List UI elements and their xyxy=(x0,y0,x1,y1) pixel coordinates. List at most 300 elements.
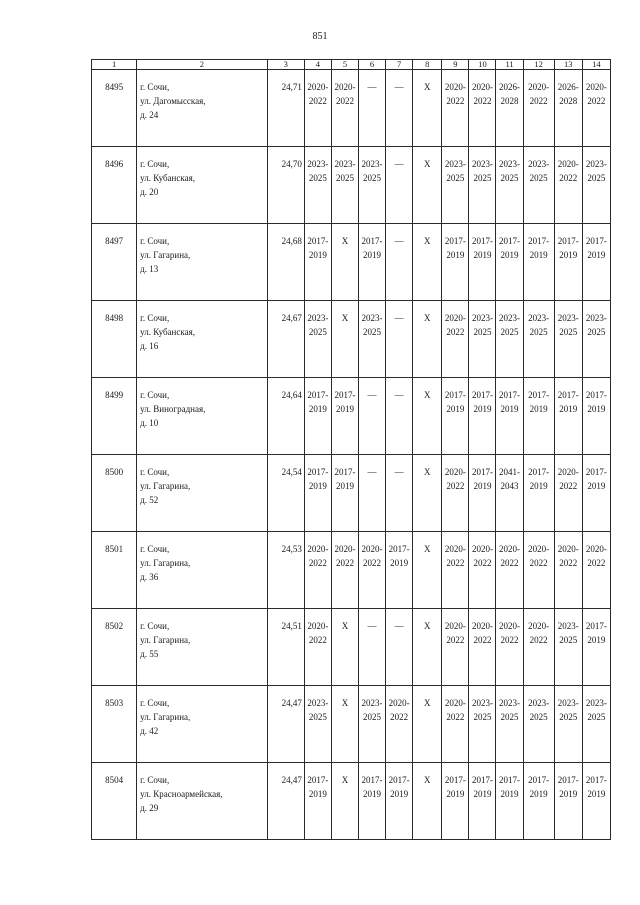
record-number: 8498 xyxy=(92,301,137,378)
period-end: 2022 xyxy=(446,481,465,491)
period-cell xyxy=(304,686,331,763)
address-line: г. Сочи, xyxy=(140,236,170,246)
period-end: 2022 xyxy=(446,96,465,106)
period-end: 2025 xyxy=(529,712,548,722)
period-start: 2017- xyxy=(444,236,466,246)
address-line: г. Сочи, xyxy=(140,621,170,631)
period-end: 2019 xyxy=(390,558,409,568)
period-start: 2020- xyxy=(471,621,493,631)
period-end: 2022 xyxy=(335,558,354,568)
period-cell xyxy=(469,609,496,686)
address-cell xyxy=(137,224,268,301)
period-cell xyxy=(582,763,610,840)
period-cell xyxy=(442,301,469,378)
period-cell xyxy=(554,70,582,147)
period-cell: — xyxy=(386,609,413,686)
period-start: 2017- xyxy=(528,236,550,246)
period-cell: X xyxy=(331,224,358,301)
period-start: 2017- xyxy=(585,467,607,477)
period-start: 2020- xyxy=(444,544,466,554)
period-end: 2019 xyxy=(363,250,382,260)
period-cell xyxy=(523,532,554,609)
address-line: ул. Кубанская, xyxy=(140,327,195,337)
period-start: 2023- xyxy=(361,313,383,323)
period-start: 2023- xyxy=(585,159,607,169)
address-line: ул. Виноградная, xyxy=(140,404,206,414)
period-start: 2017- xyxy=(585,390,607,400)
period-cell xyxy=(554,224,582,301)
period-start: 2020- xyxy=(528,82,550,92)
period-cell xyxy=(496,70,523,147)
period-end: 2025 xyxy=(308,173,327,183)
column-header-10: 10 xyxy=(469,60,496,70)
area-value: 24,67 xyxy=(267,301,304,378)
address-line: ул. Кубанская, xyxy=(140,173,195,183)
period-cell xyxy=(469,70,496,147)
period-cell xyxy=(304,224,331,301)
column-header-7: 7 xyxy=(386,60,413,70)
period-cell: X xyxy=(331,609,358,686)
period-cell xyxy=(523,455,554,532)
period-end: 2022 xyxy=(559,173,578,183)
period-cell: X xyxy=(413,301,442,378)
period-cell xyxy=(304,301,331,378)
period-end: 2019 xyxy=(500,250,519,260)
address-cell xyxy=(137,686,268,763)
period-end: 2019 xyxy=(559,250,578,260)
period-end: 2022 xyxy=(473,558,492,568)
column-header-6: 6 xyxy=(359,60,386,70)
period-cell xyxy=(496,378,523,455)
period-cell xyxy=(304,378,331,455)
period-cell xyxy=(304,763,331,840)
period-end: 2019 xyxy=(473,481,492,491)
period-start: 2017- xyxy=(334,390,356,400)
period-cell xyxy=(496,532,523,609)
period-cell: X xyxy=(331,763,358,840)
period-end: 2019 xyxy=(473,250,492,260)
period-start: 2023- xyxy=(499,159,521,169)
period-cell xyxy=(442,455,469,532)
period-cell xyxy=(469,378,496,455)
address-line: г. Сочи, xyxy=(140,313,170,323)
period-end: 2025 xyxy=(473,173,492,183)
period-cell: X xyxy=(413,378,442,455)
period-end: 2025 xyxy=(473,327,492,337)
period-start: 2023- xyxy=(471,159,493,169)
period-start: 2020- xyxy=(585,82,607,92)
address-cell xyxy=(137,455,268,532)
period-end: 2019 xyxy=(390,789,409,799)
period-start: 2020- xyxy=(557,544,579,554)
period-cell xyxy=(554,609,582,686)
period-start: 2020- xyxy=(444,621,466,631)
period-start: 2017- xyxy=(557,775,579,785)
period-end: 2025 xyxy=(500,327,519,337)
period-cell xyxy=(496,763,523,840)
column-header-2: 2 xyxy=(137,60,268,70)
period-end: 2025 xyxy=(529,327,548,337)
address-line: д. 36 xyxy=(140,572,159,582)
column-header-8: 8 xyxy=(413,60,442,70)
period-end: 2022 xyxy=(308,635,327,645)
period-cell xyxy=(582,224,610,301)
period-cell xyxy=(359,147,386,224)
period-cell: — xyxy=(386,378,413,455)
period-end: 2022 xyxy=(587,558,606,568)
period-end: 2025 xyxy=(559,712,578,722)
address-line: ул. Гагарина, xyxy=(140,558,191,568)
table-row xyxy=(92,378,611,455)
period-start: 2020- xyxy=(471,82,493,92)
period-cell xyxy=(523,301,554,378)
period-cell: X xyxy=(331,301,358,378)
period-start: 2017- xyxy=(307,390,329,400)
period-end: 2022 xyxy=(473,96,492,106)
period-start: 2017- xyxy=(307,236,329,246)
period-cell: X xyxy=(413,686,442,763)
period-end: 2019 xyxy=(529,789,548,799)
period-start: 2026- xyxy=(499,82,521,92)
period-cell xyxy=(442,378,469,455)
period-end: 2022 xyxy=(446,327,465,337)
record-number: 8504 xyxy=(92,763,137,840)
period-start: 2017- xyxy=(307,467,329,477)
period-cell xyxy=(442,763,469,840)
period-end: 2025 xyxy=(335,173,354,183)
period-end: 2019 xyxy=(587,789,606,799)
period-cell xyxy=(496,686,523,763)
period-end: 2028 xyxy=(559,96,578,106)
period-end: 2022 xyxy=(587,96,606,106)
address-line: г. Сочи, xyxy=(140,82,170,92)
period-end: 2022 xyxy=(446,635,465,645)
period-end: 2019 xyxy=(308,250,327,260)
period-start: 2020- xyxy=(334,544,356,554)
period-cell xyxy=(582,532,610,609)
period-cell xyxy=(554,532,582,609)
area-value: 24,70 xyxy=(267,147,304,224)
period-cell xyxy=(554,301,582,378)
column-header-5: 5 xyxy=(331,60,358,70)
period-end: 2022 xyxy=(446,712,465,722)
period-end: 2019 xyxy=(335,404,354,414)
period-start: 2020- xyxy=(307,82,329,92)
period-cell xyxy=(523,378,554,455)
period-end: 2025 xyxy=(446,173,465,183)
table-row xyxy=(92,609,611,686)
address-line: ул. Дагомысская, xyxy=(140,96,206,106)
period-cell xyxy=(523,763,554,840)
period-start: 2023- xyxy=(557,621,579,631)
period-cell xyxy=(469,455,496,532)
period-cell: X xyxy=(413,455,442,532)
period-cell xyxy=(582,70,610,147)
period-cell xyxy=(523,686,554,763)
period-cell xyxy=(496,301,523,378)
period-end: 2022 xyxy=(559,558,578,568)
period-cell xyxy=(469,147,496,224)
table-row xyxy=(92,686,611,763)
address-cell xyxy=(137,301,268,378)
address-cell xyxy=(137,147,268,224)
period-cell xyxy=(331,532,358,609)
address-line: г. Сочи, xyxy=(140,544,170,554)
period-cell xyxy=(304,147,331,224)
table-row xyxy=(92,455,611,532)
period-end: 2019 xyxy=(529,250,548,260)
period-cell xyxy=(496,455,523,532)
period-start: 2023- xyxy=(528,698,550,708)
period-cell xyxy=(442,70,469,147)
period-end: 2025 xyxy=(529,173,548,183)
period-start: 2023- xyxy=(528,313,550,323)
address-cell xyxy=(137,70,268,147)
period-cell xyxy=(582,609,610,686)
period-end: 2025 xyxy=(587,173,606,183)
period-cell xyxy=(523,609,554,686)
period-cell: — xyxy=(386,147,413,224)
period-cell xyxy=(386,763,413,840)
period-cell xyxy=(554,686,582,763)
period-end: 2019 xyxy=(500,404,519,414)
period-cell: — xyxy=(386,70,413,147)
period-cell xyxy=(523,224,554,301)
address-line: д. 13 xyxy=(140,264,159,274)
period-end: 2019 xyxy=(587,635,606,645)
period-cell xyxy=(331,147,358,224)
period-start: 2020- xyxy=(499,621,521,631)
period-start: 2017- xyxy=(585,236,607,246)
table-row xyxy=(92,301,611,378)
period-end: 2025 xyxy=(308,712,327,722)
period-start: 2020- xyxy=(528,544,550,554)
record-number: 8501 xyxy=(92,532,137,609)
period-start: 2017- xyxy=(471,775,493,785)
register-table xyxy=(91,59,611,840)
table-row xyxy=(92,763,611,840)
period-end: 2019 xyxy=(335,481,354,491)
period-start: 2023- xyxy=(307,313,329,323)
area-value: 24,47 xyxy=(267,763,304,840)
period-cell xyxy=(386,532,413,609)
period-start: 2020- xyxy=(361,544,383,554)
record-number: 8499 xyxy=(92,378,137,455)
address-line: д. 29 xyxy=(140,803,159,813)
period-end: 2022 xyxy=(363,558,382,568)
period-end: 2025 xyxy=(363,173,382,183)
area-value: 24,51 xyxy=(267,609,304,686)
period-end: 2019 xyxy=(473,404,492,414)
period-start: 2017- xyxy=(361,236,383,246)
period-start: 2020- xyxy=(444,698,466,708)
period-cell xyxy=(469,686,496,763)
address-cell xyxy=(137,609,268,686)
address-line: д. 10 xyxy=(140,418,159,428)
period-cell xyxy=(469,532,496,609)
period-cell xyxy=(554,763,582,840)
period-start: 2020- xyxy=(528,621,550,631)
column-header-13: 13 xyxy=(554,60,582,70)
period-cell xyxy=(469,224,496,301)
table-row xyxy=(92,70,611,147)
address-line: д. 24 xyxy=(140,110,159,120)
record-number: 8497 xyxy=(92,224,137,301)
period-start: 2017- xyxy=(471,467,493,477)
period-start: 2023- xyxy=(334,159,356,169)
period-cell xyxy=(442,147,469,224)
period-cell: X xyxy=(413,224,442,301)
column-header-1: 1 xyxy=(92,60,137,70)
column-header-4: 4 xyxy=(304,60,331,70)
period-end: 2025 xyxy=(587,712,606,722)
period-cell: — xyxy=(386,455,413,532)
period-start: 2017- xyxy=(557,390,579,400)
period-end: 2022 xyxy=(529,558,548,568)
record-number: 8503 xyxy=(92,686,137,763)
period-start: 2020- xyxy=(334,82,356,92)
period-cell xyxy=(359,301,386,378)
column-number-row xyxy=(92,60,611,70)
period-start: 2017- xyxy=(585,775,607,785)
address-line: д. 20 xyxy=(140,187,159,197)
area-value: 24,53 xyxy=(267,532,304,609)
period-end: 2019 xyxy=(473,789,492,799)
period-cell xyxy=(442,532,469,609)
period-start: 2020- xyxy=(388,698,410,708)
address-line: г. Сочи, xyxy=(140,390,170,400)
period-cell xyxy=(582,455,610,532)
period-cell: — xyxy=(359,455,386,532)
address-cell xyxy=(137,532,268,609)
period-cell xyxy=(469,301,496,378)
period-start: 2020- xyxy=(471,544,493,554)
period-end: 2022 xyxy=(529,96,548,106)
period-start: 2017- xyxy=(444,775,466,785)
period-start: 2017- xyxy=(528,467,550,477)
period-end: 2043 xyxy=(500,481,519,491)
address-line: д. 52 xyxy=(140,495,159,505)
area-value: 24,54 xyxy=(267,455,304,532)
period-cell xyxy=(554,455,582,532)
period-start: 2017- xyxy=(388,775,410,785)
period-start: 2041- xyxy=(499,467,521,477)
period-start: 2017- xyxy=(361,775,383,785)
period-cell: X xyxy=(413,70,442,147)
period-start: 2020- xyxy=(585,544,607,554)
period-start: 2017- xyxy=(585,621,607,631)
period-cell xyxy=(304,70,331,147)
period-end: 2025 xyxy=(559,635,578,645)
period-end: 2022 xyxy=(500,635,519,645)
record-number: 8500 xyxy=(92,455,137,532)
period-start: 2017- xyxy=(528,775,550,785)
address-cell xyxy=(137,378,268,455)
period-end: 2025 xyxy=(363,327,382,337)
address-line: ул. Гагарина, xyxy=(140,250,191,260)
period-end: 2022 xyxy=(529,635,548,645)
period-cell xyxy=(496,224,523,301)
area-value: 24,47 xyxy=(267,686,304,763)
period-cell xyxy=(582,147,610,224)
period-cell xyxy=(331,378,358,455)
period-start: 2023- xyxy=(499,698,521,708)
period-end: 2019 xyxy=(587,404,606,414)
period-cell xyxy=(496,609,523,686)
period-cell xyxy=(304,609,331,686)
period-end: 2019 xyxy=(308,789,327,799)
period-cell xyxy=(523,70,554,147)
address-line: ул. Красноармейская, xyxy=(140,789,223,799)
address-line: ул. Гагарина, xyxy=(140,712,191,722)
period-cell: — xyxy=(386,301,413,378)
period-start: 2017- xyxy=(499,775,521,785)
period-start: 2020- xyxy=(557,159,579,169)
period-end: 2022 xyxy=(473,635,492,645)
area-value: 24,64 xyxy=(267,378,304,455)
period-start: 2023- xyxy=(307,698,329,708)
record-number: 8502 xyxy=(92,609,137,686)
period-end: 2022 xyxy=(500,558,519,568)
period-start: 2023- xyxy=(361,698,383,708)
period-start: 2023- xyxy=(557,698,579,708)
table-body xyxy=(92,70,611,840)
period-start: 2023- xyxy=(307,159,329,169)
period-start: 2023- xyxy=(361,159,383,169)
address-line: д. 16 xyxy=(140,341,159,351)
period-start: 2020- xyxy=(307,621,329,631)
area-value: 24,71 xyxy=(267,70,304,147)
period-cell: — xyxy=(359,70,386,147)
period-end: 2022 xyxy=(559,481,578,491)
address-line: г. Сочи, xyxy=(140,159,170,169)
period-cell xyxy=(359,224,386,301)
period-start: 2020- xyxy=(557,467,579,477)
column-header-3: 3 xyxy=(267,60,304,70)
period-start: 2017- xyxy=(528,390,550,400)
period-start: 2023- xyxy=(499,313,521,323)
period-start: 2017- xyxy=(471,390,493,400)
period-cell: — xyxy=(386,224,413,301)
period-start: 2020- xyxy=(444,82,466,92)
column-header-12: 12 xyxy=(523,60,554,70)
period-start: 2017- xyxy=(557,236,579,246)
address-line: г. Сочи, xyxy=(140,698,170,708)
period-start: 2020- xyxy=(444,313,466,323)
column-header-14: 14 xyxy=(582,60,610,70)
period-start: 2023- xyxy=(444,159,466,169)
period-start: 2020- xyxy=(444,467,466,477)
period-cell xyxy=(359,686,386,763)
area-value: 24,68 xyxy=(267,224,304,301)
period-end: 2019 xyxy=(446,789,465,799)
period-end: 2025 xyxy=(559,327,578,337)
period-cell xyxy=(331,70,358,147)
period-cell xyxy=(469,763,496,840)
period-end: 2019 xyxy=(559,789,578,799)
address-line: д. 55 xyxy=(140,649,159,659)
column-header-9: 9 xyxy=(442,60,469,70)
period-end: 2019 xyxy=(587,481,606,491)
period-start: 2026- xyxy=(557,82,579,92)
period-start: 2017- xyxy=(471,236,493,246)
period-start: 2017- xyxy=(444,390,466,400)
period-end: 2025 xyxy=(308,327,327,337)
period-start: 2023- xyxy=(557,313,579,323)
period-cell xyxy=(442,609,469,686)
period-end: 2019 xyxy=(363,789,382,799)
period-end: 2019 xyxy=(446,250,465,260)
